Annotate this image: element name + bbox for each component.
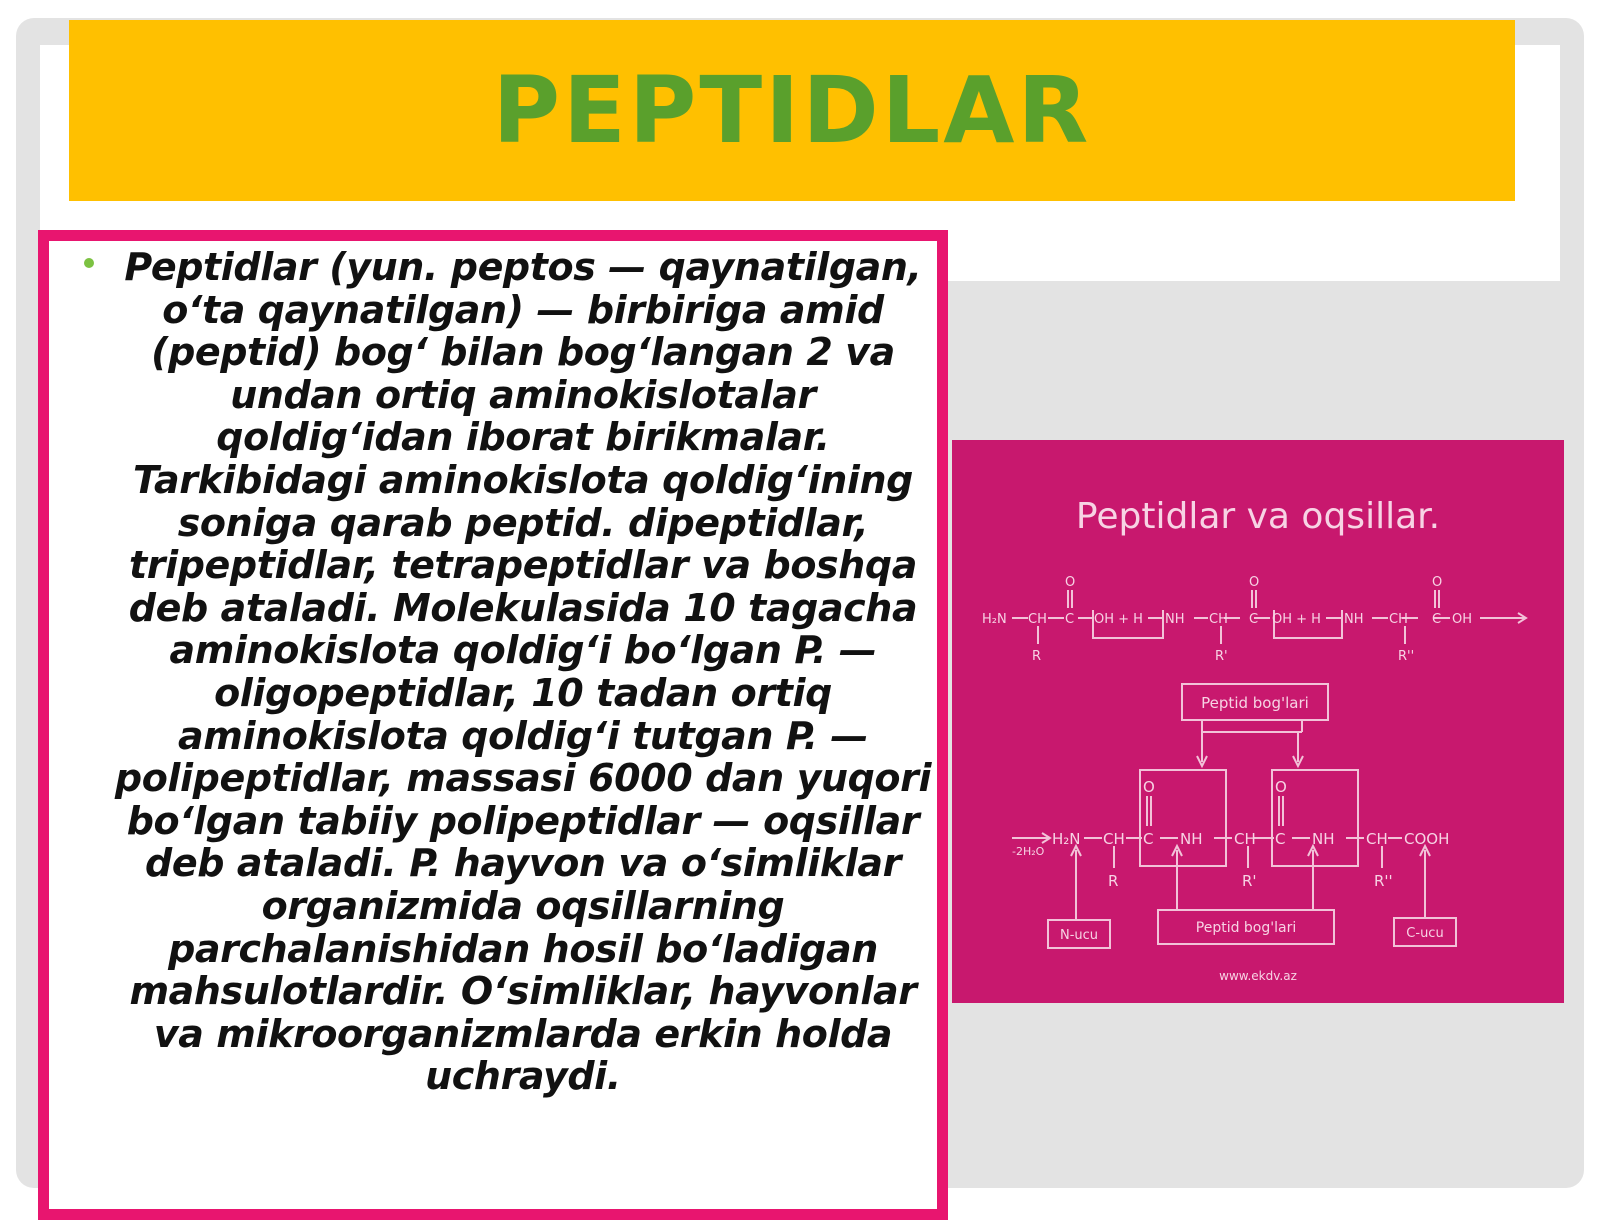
bottom-label-box-text: Peptid bog'lari xyxy=(1195,920,1297,936)
top-c-2: C xyxy=(1249,612,1259,627)
top-c-3: C xyxy=(1432,612,1442,627)
top-nh-2: NH xyxy=(1344,612,1364,627)
top-oh: OH xyxy=(1452,612,1473,627)
top-ch-1: CH xyxy=(1028,612,1047,627)
bottom-h2n: H₂N xyxy=(1052,830,1081,848)
n-terminus-label: N-ucu xyxy=(1059,928,1099,943)
bullet-icon xyxy=(84,258,94,268)
diagram-title: Peptidlar va oqsillar. xyxy=(1075,496,1441,537)
peptide-diagram xyxy=(952,440,1564,1003)
top-ch-2: CH xyxy=(1209,612,1228,627)
top-c-1: C xyxy=(1065,612,1075,627)
bottom-nh-2: NH xyxy=(1312,830,1335,848)
bottom-r3: R'' xyxy=(1374,872,1393,890)
bottom-cooh: COOH xyxy=(1404,830,1450,848)
top-oh-plus-h-2: OH + H xyxy=(1272,612,1321,627)
peptide-diagram-svg xyxy=(952,440,1564,1003)
body-text: Peptidlar (yun. peptos — qaynatilgan, o‘ta qaynatilgan) — birbiriga amid (peptid) bog‘ bilan bog‘langan 2 va undan ortiq aminokislotalar qoldig‘idan iborat birikmalar. Tarkibidagi aminokislota qoldig‘ining soniga qarab peptid. dipeptidlar, tripeptidlar, tetrapeptidlar va boshqa deb ataladi. Molekulasida 10 tagacha aminokislota qoldig‘i bo‘lgan P. — oligopeptidlar, 10 tadan ortiq aminokislota qoldig‘i tutgan P. — polipeptidlar, massasi 6000 dan yuqori bo‘lgan tabiiy polipeptidlar — oqsillar deb ataladi. P. hayvon va o‘simliklar organizmida oqsillarning parchalanishidan hosil bo‘ladigan mahsulotlardir. O‘simliklar, hayvonlar va mikroorganizmlarda erkin holda uchraydi. xyxy=(114,245,932,1099)
bottom-r2: R' xyxy=(1242,872,1257,890)
top-o-3: O xyxy=(1432,575,1443,590)
bottom-ch-2: CH xyxy=(1234,830,1256,848)
bottom-c-1: C xyxy=(1143,830,1154,848)
c-terminus-label: C-ucu xyxy=(1406,926,1444,941)
diagram-website: www.ekdv.az xyxy=(1219,969,1297,983)
top-nh-1: NH xyxy=(1165,612,1185,627)
top-oh-plus-h-1: OH + H xyxy=(1094,612,1143,627)
top-reaction-bonds xyxy=(1012,590,1526,644)
top-r2: R' xyxy=(1215,649,1228,664)
top-reaction-atoms xyxy=(982,575,1472,664)
top-o-2: O xyxy=(1249,575,1260,590)
top-h2n: H₂N xyxy=(982,612,1007,627)
slide-title: PEPTIDLAR xyxy=(492,57,1092,164)
top-r3: R'' xyxy=(1398,649,1415,664)
bottom-water: -2H₂O xyxy=(1012,845,1045,858)
bottom-chain-atoms xyxy=(1012,778,1449,890)
bottom-nh-1: NH xyxy=(1180,830,1203,848)
top-label-box-text: Peptid bog'lari xyxy=(1201,694,1309,712)
top-ch-3: CH xyxy=(1389,612,1408,627)
bottom-c-2: C xyxy=(1275,830,1286,848)
top-r1: R xyxy=(1032,649,1042,664)
bottom-r1: R xyxy=(1108,872,1119,890)
top-o-1: O xyxy=(1065,575,1076,590)
bottom-o-2: O xyxy=(1275,778,1287,796)
bottom-ch-1: CH xyxy=(1103,830,1125,848)
bottom-o-1: O xyxy=(1143,778,1155,796)
bottom-ch-3: CH xyxy=(1366,830,1388,848)
